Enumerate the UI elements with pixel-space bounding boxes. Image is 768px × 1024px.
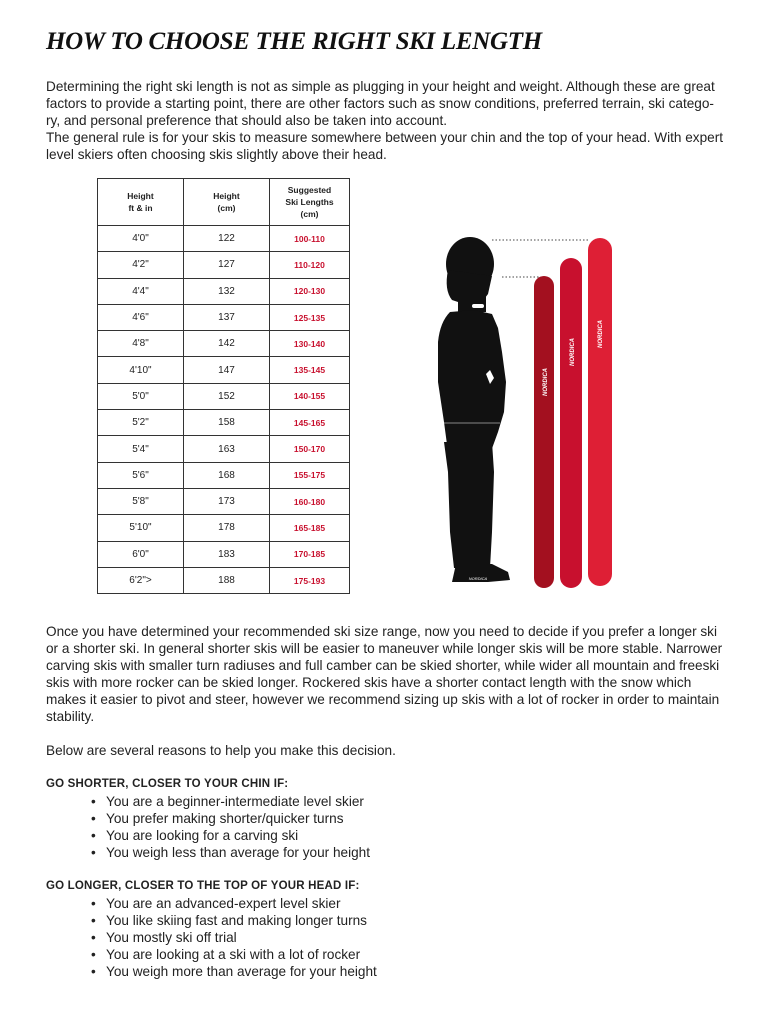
advice-paragraph-2: Below are several reasons to help you make this decision.	[46, 743, 396, 758]
cell-height-ft: 4'2"	[98, 252, 184, 278]
cell-height-cm: 183	[184, 541, 270, 567]
table-row	[98, 357, 350, 383]
list-item: • You are looking for a carving ski	[106, 827, 726, 844]
table-row	[98, 226, 350, 252]
page-title: HOW TO CHOOSE THE RIGHT SKI LENGTH	[46, 28, 542, 55]
list-item: • You are a beginner-intermediate level skier	[106, 793, 726, 810]
go-shorter-list	[46, 793, 726, 861]
cell-height-cm: 188	[184, 567, 270, 593]
cell-height-ft: 4'8"	[98, 331, 184, 357]
list-item: • You are looking at a ski with a lot of rocker	[106, 946, 726, 963]
advice-paragraph-1: Once you have determined your recommended ski size range, now you need to decide if you prefer a longer ski or a shorter ski. In general shorter skis will be easier to maneuver while longer skis will be more stable. Narrower carving skis with smaller turn radiuses and full camber can be skied shorter, while wider all mountain and freeski skis with more rocker can be skied longer. Rockered skis have a shorter contact length with the snow which makes it easier to pivot and steer, however we recommend sizing up skis with a lot of rocker in order to maintain stability.	[46, 624, 723, 724]
list-item: • You mostly ski off trial	[106, 929, 726, 946]
table-row	[98, 410, 350, 436]
cell-height-cm: 142	[184, 331, 270, 357]
cell-height-cm: 178	[184, 515, 270, 541]
intro-paragraph-1: Determining the right ski length is not as simple as plugging in your height and weight. Although these are great factors to provide a starting point, there are other factors such as snow conditions, preferred terrain, ski catego-ry, and personal preference that should also be taken into account.	[46, 79, 715, 128]
list-item: • You weigh more than average for your height	[106, 963, 726, 980]
ski-short	[534, 276, 554, 588]
table-row	[98, 488, 350, 514]
go-shorter-heading: GO SHORTER, CLOSER TO YOUR CHIN IF:	[46, 778, 289, 790]
cell-suggested-length: 135-145	[270, 357, 350, 383]
table-row	[98, 331, 350, 357]
cell-height-ft: 5'4"	[98, 436, 184, 462]
cell-height-cm: 132	[184, 278, 270, 304]
list-item: • You weigh less than average for your height	[106, 844, 726, 861]
cell-suggested-length: 120-130	[270, 278, 350, 304]
cell-height-cm: 147	[184, 357, 270, 383]
cell-height-ft: 6'0"	[98, 541, 184, 567]
ski-medium	[560, 258, 582, 588]
cell-height-cm: 168	[184, 462, 270, 488]
cell-suggested-length: 100-110	[270, 226, 350, 252]
list-item: • You prefer making shorter/quicker turns	[106, 810, 726, 827]
list-item: • You like skiing fast and making longer turns	[106, 912, 726, 929]
cell-suggested-length: 170-185	[270, 541, 350, 567]
cell-suggested-length: 175-193	[270, 567, 350, 593]
cell-height-ft: 5'2"	[98, 410, 184, 436]
cell-height-cm: 158	[184, 410, 270, 436]
cell-height-cm: 127	[184, 252, 270, 278]
header-height-cm: Height (cm)	[184, 179, 270, 226]
cell-height-ft: 5'10"	[98, 515, 184, 541]
table-row	[98, 252, 350, 278]
ski-long-brand: NORDICA	[598, 320, 604, 348]
cell-height-cm: 152	[184, 383, 270, 409]
ski-long	[588, 238, 612, 586]
cell-suggested-length: 165-185	[270, 515, 350, 541]
cell-height-cm: 173	[184, 488, 270, 514]
ski-medium-brand: NORDICA	[570, 338, 576, 366]
cell-height-ft: 4'10"	[98, 357, 184, 383]
cell-height-ft: 6'2">	[98, 567, 184, 593]
cell-height-ft: 4'4"	[98, 278, 184, 304]
table-row	[98, 436, 350, 462]
table-row	[98, 567, 350, 593]
skier-size-figure	[430, 232, 620, 592]
cell-height-ft: 5'8"	[98, 488, 184, 514]
go-longer-list	[46, 895, 726, 980]
cell-suggested-length: 125-135	[270, 304, 350, 330]
cell-height-cm: 163	[184, 436, 270, 462]
header-height-ft: Height ft & in	[98, 179, 184, 226]
advice-section	[46, 623, 726, 997]
boot-brand: NORDICA	[468, 576, 488, 581]
cell-suggested-length: 150-170	[270, 436, 350, 462]
go-longer-heading: GO LONGER, CLOSER TO THE TOP OF YOUR HEAD IF:	[46, 880, 360, 892]
table-row	[98, 541, 350, 567]
cell-suggested-length: 110-120	[270, 252, 350, 278]
cell-suggested-length: 155-175	[270, 462, 350, 488]
cell-suggested-length: 145-165	[270, 410, 350, 436]
list-item: • You are an advanced-expert level skier	[106, 895, 726, 912]
ski-size-table	[97, 178, 350, 594]
intro-paragraph-2: The general rule is for your skis to measure somewhere between your chin and the top of your head. With expert level skiers often choosing skis slightly above their head.	[46, 130, 724, 162]
table-header-row	[98, 179, 350, 226]
cell-suggested-length: 140-155	[270, 383, 350, 409]
table-row	[98, 515, 350, 541]
skier-silhouette	[438, 237, 510, 582]
cell-height-ft: 4'6"	[98, 304, 184, 330]
cell-height-cm: 122	[184, 226, 270, 252]
table-row	[98, 278, 350, 304]
cell-suggested-length: 160-180	[270, 488, 350, 514]
intro-text	[46, 78, 726, 163]
table-row	[98, 383, 350, 409]
cell-height-ft: 4'0"	[98, 226, 184, 252]
table-row	[98, 304, 350, 330]
header-suggested-length: Suggested Ski Lengths (cm)	[270, 179, 350, 226]
cell-suggested-length: 130-140	[270, 331, 350, 357]
ski-short-brand: NORDICA	[543, 368, 549, 396]
cell-height-ft: 5'0"	[98, 383, 184, 409]
cell-height-cm: 137	[184, 304, 270, 330]
cell-height-ft: 5'6"	[98, 462, 184, 488]
table-row	[98, 462, 350, 488]
